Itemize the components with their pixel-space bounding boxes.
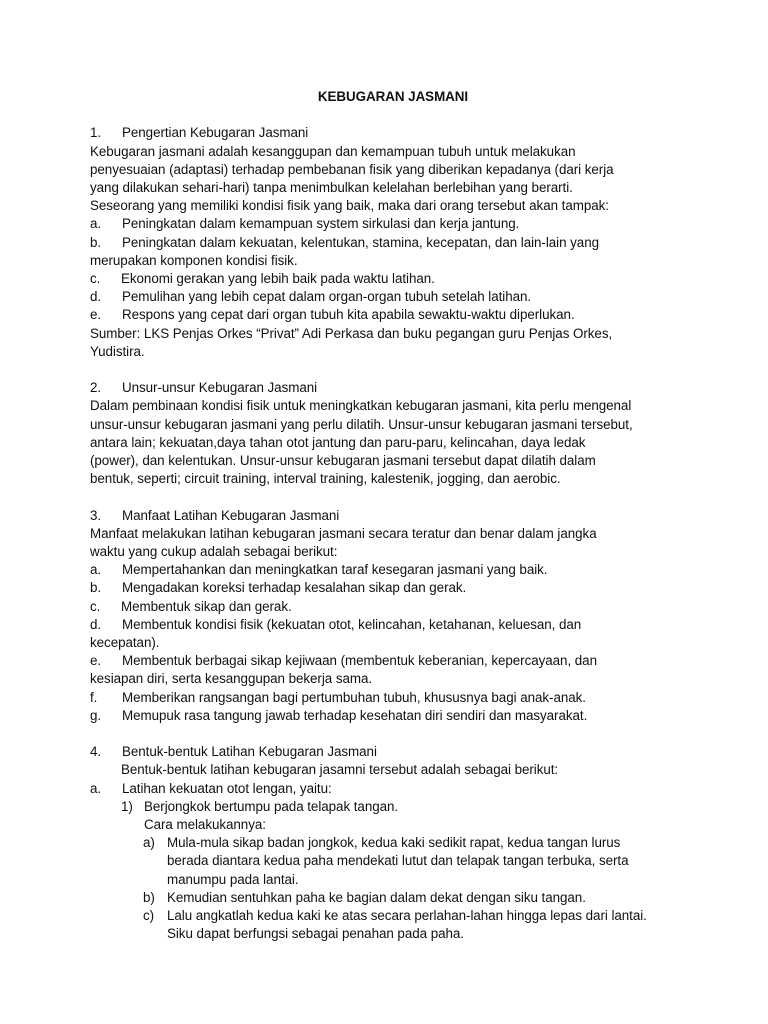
- section-heading: [90, 743, 680, 761]
- section-heading: [90, 124, 680, 142]
- source-citation: Yudistira.: [90, 343, 145, 359]
- list-item: [90, 561, 680, 579]
- step-item: [90, 907, 680, 925]
- step-text: Kemudian sentuhkan paha ke bagian dalam dekat dengan siku tangan.: [167, 889, 586, 905]
- exercise-marker: 1): [121, 798, 133, 814]
- list-marker: b.: [90, 234, 102, 250]
- paragraph-line: (power), dan kelentukan. Unsur-unsur kebugaran jasmani tersebut dapat dilatih dalam: [90, 453, 596, 469]
- list-marker: f.: [90, 689, 98, 705]
- list-marker: c.: [90, 598, 101, 614]
- list-marker: d.: [90, 616, 102, 632]
- list-item-text: Mengadakan koreksi terhadap kesalahan sikap dan gerak.: [122, 580, 467, 596]
- list-item: [90, 616, 680, 634]
- list-item-text: Membentuk berbagai sikap kejiwaan (membentuk keberanian, kepercayaan, dan: [122, 653, 597, 669]
- paragraph-line: unsur-unsur kebugaran jasmani yang perlu dilatih. Unsur-unsur kebugaran jasmani tersebut,: [90, 416, 633, 432]
- list-item: [90, 234, 680, 252]
- step-continuation: Siku dapat berfungsi sebagai penahan pada paha.: [167, 926, 464, 942]
- section-bentuk: [90, 743, 680, 943]
- paragraph-line: bentuk, seperti; circuit training, interval training, kalestenik, jogging, dan aerobic.: [90, 471, 561, 487]
- list-item-text: Mempertahankan dan meningkatkan taraf kesegaran jasmani yang baik.: [122, 562, 548, 578]
- paragraph-line: Seseorang yang memiliki kondisi fisik yang baik, maka dari orang tersebut akan tampak:: [90, 198, 609, 214]
- list-item-text: Peningkatan dalam kemampuan system sirkulasi dan kerja jantung.: [122, 216, 520, 232]
- list-marker: a.: [90, 780, 102, 796]
- section-number: 3.: [90, 507, 102, 523]
- list-marker: b.: [90, 580, 102, 596]
- list-item: [90, 579, 680, 597]
- paragraph-line: Kebugaran jasmani adalah kesanggupan dan kemampuan tubuh untuk melakukan: [90, 143, 576, 159]
- list-item-continuation: kesiapan diri, serta kesanggupan bekerja sama.: [90, 671, 373, 687]
- source-citation: Sumber: LKS Penjas Orkes “Privat” Adi Perkasa dan buku pegangan guru Penjas Orkes,: [90, 325, 613, 341]
- section-heading-text: Pengertian Kebugaran Jasmani: [122, 125, 309, 141]
- list-item-text: Membentuk sikap dan gerak.: [121, 598, 292, 614]
- exercise-text: Berjongkok bertumpu pada telapak tangan.: [144, 798, 399, 814]
- section-intro: Bentuk-bentuk latihan kebugaran jasamni tersebut adalah sebagai berikut:: [121, 762, 559, 778]
- document-title: KEBUGARAN JASMANI: [317, 89, 469, 104]
- list-marker: g.: [90, 707, 102, 723]
- list-item-text: Pemulihan yang lebih cepat dalam organ-organ tubuh setelah latihan.: [122, 289, 532, 305]
- step-text: Mula-mula sikap badan jongkok, kedua kaki sedikit rapat, kedua tangan lurus: [167, 835, 621, 851]
- list-item: [90, 270, 680, 288]
- step-marker: a): [143, 835, 155, 851]
- list-item-text: Respons yang cepat dari organ tubuh kita apabila sewaktu-waktu diperlukan.: [122, 307, 575, 323]
- exercise-item: [90, 798, 680, 816]
- step-continuation: berada diantara kedua paha mendekati lutut dan telapak tangan terbuka, serta: [167, 853, 629, 869]
- list-item-text: Peningkatan dalam kekuatan, kelentukan, stamina, kecepatan, dan lain-lain yang: [122, 234, 599, 250]
- step-marker: c): [143, 908, 155, 924]
- section-heading-text: Manfaat Latihan Kebugaran Jasmani: [122, 507, 340, 523]
- list-item-text: Membentuk kondisi fisik (kekuatan otot, kelincahan, ketahanan, keluesan, dan: [122, 616, 582, 632]
- section-heading-text: Bentuk-bentuk Latihan Kebugaran Jasmani: [122, 744, 377, 760]
- list-item-text: Ekonomi gerakan yang lebih baik pada waktu latihan.: [121, 271, 435, 286]
- document-content: [90, 88, 680, 962]
- step-item: [90, 834, 680, 852]
- list-item-text: Memberikan rangsangan bagi pertumbuhan tubuh, khususnya bagi anak-anak.: [122, 689, 586, 705]
- section-manfaat: [90, 507, 680, 725]
- paragraph-line: yang dilakukan sehari-hari) tanpa menimbulkan kelelahan berlebihan yang berarti.: [90, 179, 573, 195]
- section-unsur: [90, 379, 680, 488]
- step-continuation: manumpu pada lantai.: [167, 871, 299, 887]
- list-item: [90, 306, 680, 324]
- paragraph-line: antara lain; kekuatan,daya tahan otot jantung dan paru-paru, kelincahan, daya ledak: [90, 434, 586, 450]
- list-item: [90, 780, 680, 798]
- list-item-continuation: kecepatan).: [90, 635, 160, 651]
- list-marker: a.: [90, 216, 102, 232]
- step-text: Lalu angkatlah kedua kaki ke atas secara perlahan-lahan hingga lepas dari lantai.: [167, 908, 647, 924]
- step-marker: b): [143, 889, 155, 905]
- list-item: [90, 652, 680, 670]
- step-item: [90, 889, 680, 907]
- howto-label: Cara melakukannya:: [144, 817, 266, 833]
- list-item-text: Memupuk rasa tangung jawab terhadap kesehatan diri sendiri dan masyarakat.: [122, 707, 588, 723]
- list-item: [90, 707, 680, 725]
- paragraph-line: Manfaat melakukan latihan kebugaran jasmani secara teratur dan benar dalam jangka: [90, 525, 597, 541]
- paragraph-line: Dalam pembinaan kondisi fisik untuk meningkatkan kebugaran jasmani, kita perlu mengenal: [90, 398, 632, 414]
- section-heading-text: Unsur-unsur Kebugaran Jasmani: [122, 380, 318, 396]
- paragraph-line: penyesuaian (adaptasi) terhadap pembebanan fisik yang diberikan kepadanya (dari kerja: [90, 161, 614, 177]
- section-number: 1.: [90, 125, 102, 141]
- list-marker: c.: [90, 271, 101, 286]
- list-marker: a.: [90, 562, 102, 578]
- list-marker: d.: [90, 289, 102, 305]
- list-item: [90, 215, 680, 233]
- list-item: [90, 689, 680, 707]
- section-heading: [90, 379, 680, 397]
- section-heading: [90, 507, 680, 525]
- paragraph-line: waktu yang cukup adalah sebagai berikut:: [90, 544, 338, 560]
- section-pengertian: [90, 124, 680, 361]
- section-number: 2.: [90, 380, 102, 396]
- list-item-continuation: merupakan komponen kondisi fisik.: [90, 252, 298, 268]
- section-number: 4.: [90, 744, 102, 760]
- list-item-text: Latihan kekuatan otot lengan, yaitu:: [122, 780, 332, 796]
- list-item: [90, 598, 680, 616]
- list-item: [90, 288, 680, 306]
- list-marker: e.: [90, 307, 102, 323]
- list-marker: e.: [90, 653, 102, 669]
